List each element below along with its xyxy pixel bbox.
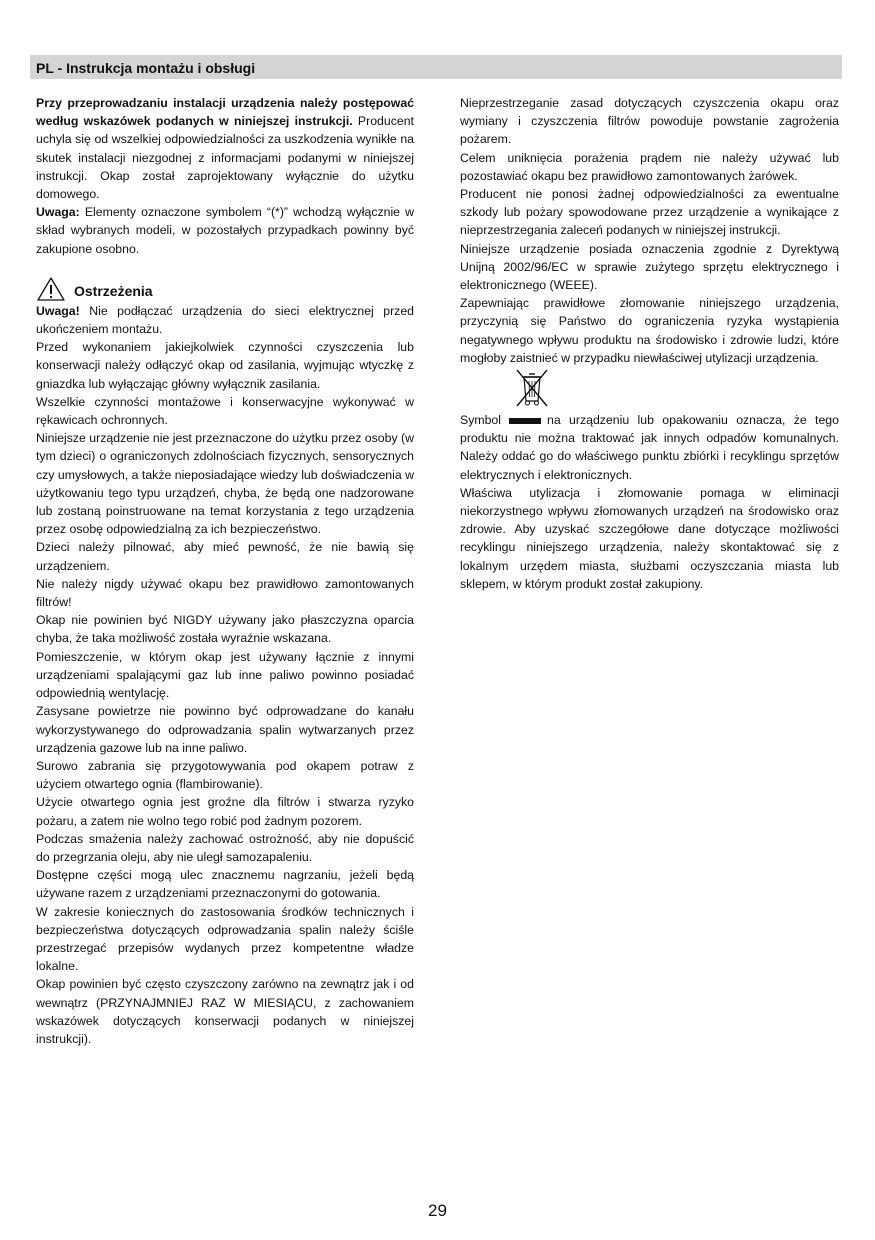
left-paragraph: Okap nie powinien być NIGDY używany jako płaszczyzna oparcia chyba, że taka możliwość została wyraźnie wskazana.: [36, 613, 414, 646]
left-paragraph: Surowo zabrania się przygotowywania pod okapem potraw z użyciem otwartego ognia (flambirowanie).: [36, 758, 414, 792]
right-paragraph: Producent nie ponosi żadnej odpowiedzialności za ewentualne szkody lub pożary spowodowane przez urządzenie a wynikające z nieprzestrzegania zaleceń podanych w niniejszej instrukcji.: [460, 187, 839, 238]
left-paragraph: Zasysane powietrze nie powinno być odprowadzane do kanału wykorzystywanego do odprowadzania spalin wytwarzanych przez urządzenia gazowe lub na inne paliwo.: [36, 704, 414, 755]
left-paragraph: Wszelkie czynności montażowe i konserwacyjne wykonywać w rękawicach ochronnych.: [36, 394, 414, 428]
right-paragraph: Zapewniając prawidłowe złomowanie niniejszego urządzenia, przyczynią się Państwo do ograniczenia ryzyka wystąpienia negatywnego wpływu produktu na środowisko i zdrowie ludzi, które mogłoby zaistnieć w przypadku niewłaściwej utylizacji urządzenia.: [460, 296, 839, 365]
black-bar-symbol: [509, 418, 541, 424]
left-paragraph: Niniejsze urządzenie nie jest przeznaczone do użytku przez osoby (w tym dzieci) o ograniczonych zdolnościach fizycznych, sensorycznych czy umysłowych, a także nieposiadające wiedzy lub doświadczenia w użytkowaniu tego typu urządzeń, chyba, że będą one nadzorowane lub zostaną poinstruowane na temat korzystania z tego urządzenia przez osobę odpowiedzialną za ich bezpieczeństwo.: [36, 431, 414, 537]
left-paragraph: Dzieci należy pilnować, aby mieć pewność, że nie bawią się urządzeniem.: [36, 540, 414, 573]
left-paragraph: Okap powinien być często czyszczony zarówno na zewnątrz jak i od wewnątrz (PRZYNAJMNIEJ RAZ W MIESIĄCU, z zachowaniem wskazówek dotyczących konserwacji podanych w niniejszej instrukcji).: [36, 977, 414, 1046]
intro-rest: Producent uchyla się od wszelkiej odpowiedzialności za uszkodzenia wynikłe na skutek instalacji niezgodnej z informacjami podanymi w niniejszej instrukcji. Okap został zaprojektowany wyłącznie do użytku domowego.: [36, 114, 414, 202]
left-paragraph: Pomieszczenie, w którym okap jest używany łącznie z innymi urządzeniami spalającymi gaz lub inne paliwo powinno posiadać odpowiednią wentylację.: [36, 649, 414, 701]
symbol-text: na urządzeniu lub opakowaniu oznacza, że tego produktu nie można traktować jak innych odpadów komunalnych. Należy oddać go do właściwego punktu zbiórki i recyklingu sprzętów elektrycznych i elektronicznych.: [460, 413, 839, 482]
right-paragraph: Niniejsze urządzenie posiada oznaczenia zgodnie z Dyrektywą Unijną 2002/96/EC w sprawie zużytego sprzętu elektrycznego i elektronicznego (WEEE).: [460, 241, 839, 293]
right-paragraph: Celem uniknięcia porażenia prądem nie należy używać lub pozostawiać okapu bez prawidłowo zamontowanych żarówek.: [460, 150, 839, 183]
left-paragraph: Użycie otwartego ognia jest groźne dla filtrów i stwarza ryzyko pożaru, a zatem nie wolno tego robić pod żadnym pozorem.: [36, 795, 414, 828]
crossed-bin-icon: [514, 367, 550, 409]
uwaga2-text: Nie podłączać urządzenia do sieci elektrycznej przed ukończeniem montażu.: [36, 303, 414, 337]
left-paragraph: Podczas smażenia należy zachować ostrożność, aby nie dopuścić do przegrzania oleju, aby nie uległ samozapaleniu.: [36, 831, 414, 864]
right-column: [460, 94, 839, 593]
left-paragraph: Przed wykonaniem jakiejkolwiek czynności czyszczenia lub konserwacji należy odłączyć okap od zasilania, wyjmując wtyczkę z gniazdka lub wyłączając główny wyłącznik zasilania.: [36, 340, 414, 391]
symbol-word: Symbol: [460, 413, 502, 428]
left-paragraph: W zakresie koniecznych do zastosowania środków technicznych i bezpieczeństwa dotyczących odprowadzania spalin należy ściśle przestrzegać przepisów wydanych przez kompetentne władze lokalne.: [36, 904, 414, 974]
warnings-heading: [36, 268, 414, 302]
left-paragraph: Dostępne części mogą ulec znacznemu nagrzaniu, jeżeli będą używane razem z urządzeniami przeznaczonymi do gotowania.: [36, 868, 414, 901]
section-title: PL - Instrukcja montażu i obsługi: [36, 60, 256, 76]
warning-triangle-icon: [36, 276, 66, 302]
section-header: [30, 55, 842, 79]
uwaga2-label: Uwaga!: [36, 303, 80, 318]
weee-symbol-block: [460, 367, 839, 411]
left-column: [36, 94, 414, 1048]
page-number: 29: [428, 1201, 447, 1220]
right-paragraph: Nieprzestrzeganie zasad dotyczących czyszczenia okapu oraz wymiany i czyszczenia filtrów powoduje powstanie zagrożenia pożarem.: [460, 96, 839, 147]
symbol-paragraph: [460, 411, 839, 484]
uwaga-paragraph: [36, 203, 414, 258]
warnings-heading-text: Ostrzeżenia: [74, 282, 153, 299]
intro-bold: Przy przeprowadzaniu instalacji urządzenia należy postępować według wskazówek podanych w niniejszej instrukcji.: [36, 96, 414, 129]
uwaga-label: Uwaga:: [36, 205, 80, 220]
right-final-paragraph: Właściwa utylizacja i złomowanie pomaga w eliminacji niekorzystnego wpływu złomowanych urządzeń na środowisko oraz zdrowie. Aby uzyskać szczegółowe dane dotyczące możliwości recyklingu niniejszego urządzenia, należy skontaktować się z lokalnym urzędem miasta, służbami oczyszczania miasta lub sklepem, w którym produkt został zakupiony.: [460, 485, 839, 591]
uwaga2-paragraph: [36, 302, 414, 338]
intro-paragraph: [36, 94, 414, 203]
left-paragraph: Nie należy nigdy używać okapu bez prawidłowo zamontowanych filtrów!: [36, 576, 414, 610]
uwaga-text: Elementy oznaczone symbolem “(*)” wchodzą wyłącznie w skład wybranych modeli, w pozostałych przypadkach powinny być zakupione osobno.: [36, 205, 414, 256]
